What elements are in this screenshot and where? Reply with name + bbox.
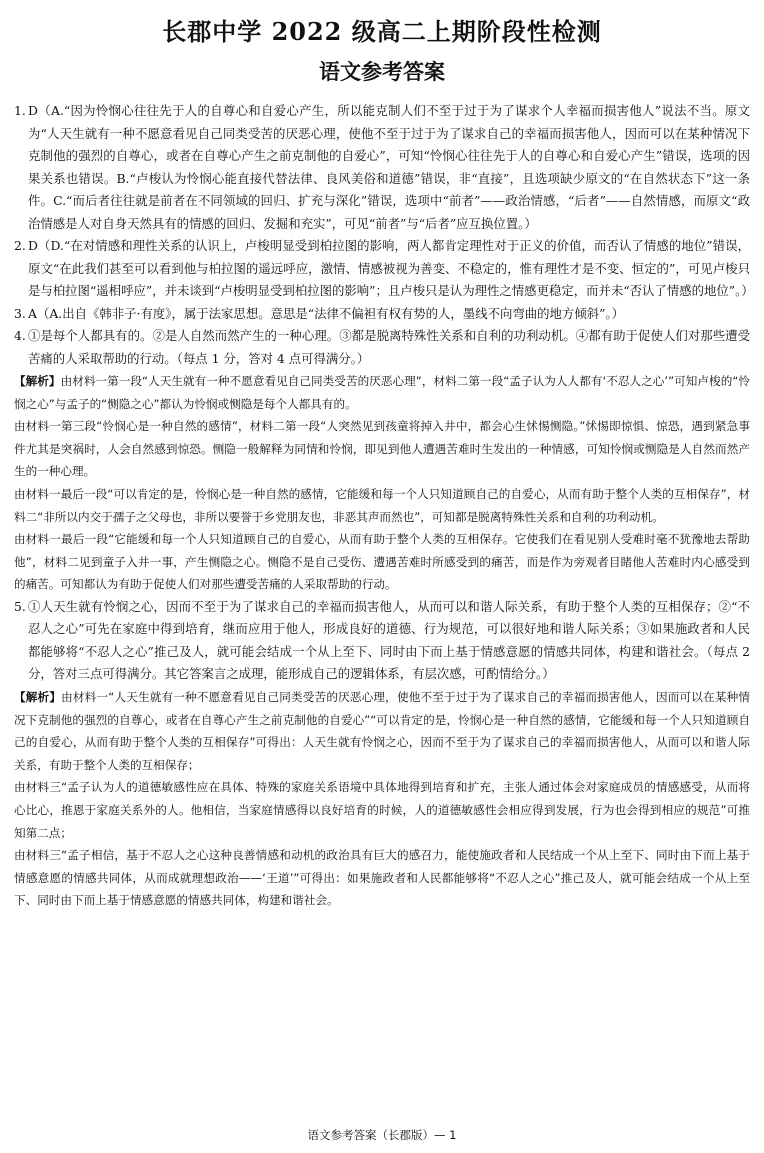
analysis-4-p4: 由材料一最后一段“它能缓和每一个人只知道顾自己的自爱心，从而有助于整个人类的互相保存。它使我们在看见别人受难时毫不犹豫地去帮助他”，材料二见到童子入井一事，产生恻隐之心。恻隐不是自己受伤、遭遇苦难时所感受到的痛苦，而是作为旁观者目睹他人苦难时内心感受到的痛苦。可知都认为有助于促使人们对那些遭受苦痛的人采取帮助的行动。 [14,532,750,592]
item-text: ①是每个人都具有的。②是人自然而然产生的一种心理。③都是脱离特殊性关系和自利的功利动机。④都有助于促使人们对那些遭受苦痛的人采取帮助的行动。（每点 1 分，答对 4 点可得满分。） [28,328,750,366]
analysis-tag: 【解析】 [14,689,62,704]
page-subtitle: 语文参考答案 [319,59,445,84]
answer-item-1 [14,100,750,235]
item-text: A（A.出自《韩非子·有度》，属于法家思想。意思是“法律不偏袒有权有势的人，墨线不向弯曲的地方倾斜”。） [28,305,625,321]
analysis-tag: 【解析】 [14,374,61,388]
page-footer: 语文参考答案（长郡版）— 1 [307,1128,457,1142]
analysis-text: 由材料一“人天生就有一种不愿意看见自己同类受苦的厌恶心理，使他不至于过于为了谋求自己的幸福而损害他人，因而可以在某种情况下克制他的强烈的自尊心，或者在自尊心产生之前克制他的自爱心”“可以肯定的是，怜悯心是一种自然的感情，它能缓和每一个人只知道顾自己的自爱心，从而有助于整个人类的互相保存”可得出：人天生就有怜悯之心，因而不至于为了谋求自己的幸福而损害他人，从而可以和谐人际关系，有助于整个人类的互相保存； [14,689,750,772]
analysis-5-p3: 由材料三“孟子相信，基于不忍人之心这种良善情感和动机的政治具有巨大的感召力，能使施政者和人民结成一个从上至下、同时由下而上基于情感意愿的情感共同体，从而成就理想政治——‘王道’”可得出：如果施政者和人民都能够将“不忍人之心”推己及人，就可能会结成一个从上至下、同时由下而上基于情感意愿的情感共同体，构建和谐社会。 [14,848,750,908]
analysis-5-p1 [14,686,750,776]
page-title: 长郡中学 2022 级高二上期阶段性检测 [162,17,602,46]
analysis-4-p2: 由材料一第三段“怜悯心是一种自然的感情”，材料二第一段“人突然见到孩童将掉入井中，都会心生怵惕恻隐。”怵惕即惊惧、惊恐，遇到紧急事件尤其是突祸时，人会自然感到惊恐。恻隐一般解释为同情和怜悯，即见到他人遭遇苦难时生发出的一种情感，可知怜悯或恻隐是人自然而然产生的一种心理。 [14,419,750,479]
item-number: 1. [14,103,26,118]
analysis-5-p2: 由材料三“孟子认为人的道德敏感性应在具体、特殊的家庭关系语境中具体地得到培育和扩充，主张人通过体会对家庭成员的情感感受，从而将心比心，推恩于家庭关系外的人。他相信，当家庭情感得以良好培育的时候，人的道德敏感性会相应得到发展，行为也会得到相应的规范”可推知第二点； [14,780,750,840]
item-text: ①人天生就有怜悯之心，因而不至于为了谋求自己的幸福而损害他人，从而可以和谐人际关系，有助于整个人类的互相保存；②“不忍人之心”可先在家庭中得到培育，继而应用于他人，形成良好的道德、行为规范，可以很好地和谐人际关系；③如果施政者和人民都能够将“不忍人之心”推己及人，就可能会结成一个从上至下、同时由下而上基于情感意愿的情感共同体，构建和谐社会。（每点 2 分，答对三点可得满分。其它答案言之成理，能形成自己的逻辑体系，有层次感，可酌情给分。） [28,598,750,682]
analysis-4-p3: 由材料一最后一段“可以肯定的是，怜悯心是一种自然的感情，它能缓和每一个人只知道顾自己的自爱心，从而有助于整个人类的互相保存”，材料二“非所以内交于孺子之父母也，非所以要誉于乡党朋友也，非恶其声而然也”，可知都是脱离特殊性关系和自利的功利动机。 [14,486,750,524]
answer-item-2 [14,235,754,303]
item-text: D（D.“在对情感和理性关系的认识上，卢梭明显受到柏拉图的影响，两人都肯定理性对于正义的价值，而否认了情感的地位”错误，原文“在此我们甚至可以看到他与柏拉图的遥远呼应，激情、情感被视为善变、不稳定的，惟有理性才是不变、恒定的”，可见卢梭只是与柏拉图“遥相呼应”，并未谈到“卢梭明显受到柏拉图的影响”；且卢梭只是认为理性之情感更稳定，而并未“否认了情感的地位”。） [28,238,754,298]
answers-body [14,100,754,912]
item-number: 3. [14,305,26,321]
analysis-4-p1 [14,370,750,415]
answer-item-4 [14,325,750,370]
analysis-text: 由材料一第一段“人天生就有一种不愿意看见自己同类受苦的厌恶心理”，材料二第一段“孟子认为人人都有‘不忍人之心’”可知卢梭的“怜悯之心”与孟子的“恻隐之心”都认为怜悯或恻隐是每个人都具有的。 [14,374,750,411]
answer-item-3 [14,303,750,326]
answer-item-5 [14,596,750,686]
item-number: 5. [14,598,26,614]
item-number: 4. [14,328,26,343]
item-text: D（A.“因为怜悯心往往先于人的自尊心和自爱心产生，所以能克制人们不至于过于为了谋求个人幸福而损害他人”说法不当。原文为“人天生就有一种不愿意看见自己同类受苦的厌恶心理，使他不至于过于为了谋求自己的幸福而损害他人，因而可以在某种情况下克制他的强烈的自尊心，或者在自尊心产生之前克制他的自爱心”，可知“怜悯心往往先于人的自尊心和自爱心产生”错误，选项的因果关系也错误。B.“卢梭认为怜悯心能直接代替法律、良风美俗和道德”错误，非“直接”，且选项缺少原文的“在自然状态下”这一条件。C.“而后者往往就是前者在不同领域的回归、扩充与深化”错误，选项中“前者”——政治情感，“后者”——自然情感，而原文“政治情感是人对自身天然具有的情感的回归、发掘和充实”，可见“前者”与“后者”应互换位置。） [28,103,750,231]
item-number: 2. [14,238,26,253]
